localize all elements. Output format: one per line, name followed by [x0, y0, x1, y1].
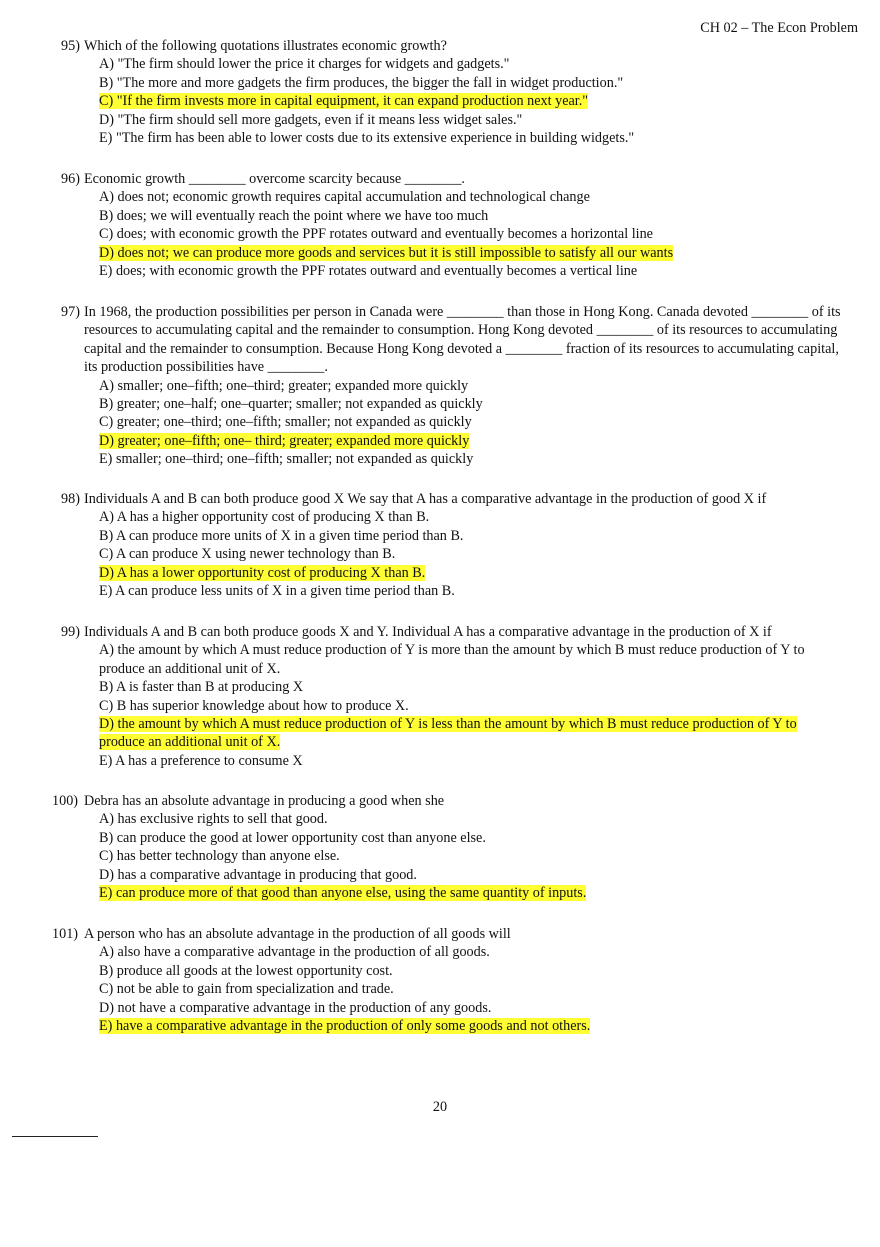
answer-option: B) A can produce more units of X in a given time period than B.: [99, 527, 464, 544]
answer-highlight: E) can produce more of that good than anyone else, using the same quantity of inputs.: [99, 885, 587, 902]
answer-option: B) greater; one–half; one–quarter; smaller; not expanded as quickly: [99, 396, 483, 413]
answer-option: B) "The more and more gadgets the firm produces, the bigger the fall in widget production.": [99, 74, 624, 91]
answer-highlight: D) A has a lower opportunity cost of producing X than B.: [99, 564, 426, 581]
answer-option-correct: [0, 564, 860, 582]
answer-option: D) "The firm should sell more gadgets, even if it means less widget sales.": [99, 111, 523, 128]
answer-option: C) B has superior knowledge about how to produce X.: [99, 697, 409, 714]
answer-option: A) has exclusive rights to sell that good.: [99, 811, 328, 828]
answer-option-correct: [0, 432, 860, 450]
answer-highlight: D) greater; one–fifth; one– third; greater; expanded more quickly: [99, 432, 470, 449]
answer-option: A) A has a higher opportunity cost of producing X than B.: [99, 509, 430, 526]
footnote-divider: [12, 1136, 98, 1137]
question-stem: Which of the following quotations illustrates economic growth?: [84, 38, 447, 54]
question-101: [0, 925, 860, 1035]
question-stem: Debra has an absolute advantage in producing a good when she: [84, 793, 445, 809]
answer-option: E) A can produce less units of X in a given time period than B.: [99, 583, 455, 600]
question-97: [0, 303, 860, 469]
page-header-title: CH 02 – The Econ Problem: [700, 20, 858, 36]
answer-option: B) does; we will eventually reach the point where we have too much: [99, 207, 489, 224]
answer-highlight: E) have a comparative advantage in the production of only some goods and not others.: [99, 1018, 591, 1035]
answer-option: A) does not; economic growth requires capital accumulation and technological change: [99, 189, 590, 206]
question-number: 95): [61, 38, 80, 54]
question-stem: Individuals A and B can both produce goods X and Y. Individual A has a comparative advantage in the production of X if: [84, 624, 772, 640]
question-number: 98): [61, 491, 80, 507]
question-95: [0, 37, 860, 147]
question-number: 97): [61, 304, 80, 320]
answer-option-correct: [0, 244, 860, 262]
answer-option-correct: [0, 92, 860, 110]
answer-highlight: C) "If the firm invests more in capital equipment, it can expand production next year.": [99, 93, 589, 110]
question-99: [0, 623, 860, 770]
question-number: 101): [52, 926, 79, 942]
answer-option: D) has a comparative advantage in producing that good.: [99, 866, 417, 883]
answer-option: E) does; with economic growth the PPF rotates outward and eventually becomes a vertical line: [99, 263, 638, 280]
question-96: [0, 170, 860, 280]
question-stem: Economic growth ________ overcome scarcity because ________.: [84, 171, 465, 187]
answer-option: A) the amount by which A must reduce production of Y is more than the amount by which B must reduce production of Y to produce an additional unit of X.: [99, 642, 805, 677]
page-number: 20: [432, 1099, 448, 1115]
answer-option: B) A is faster than B at producing X: [99, 679, 304, 696]
answer-option: C) not be able to gain from specialization and trade.: [99, 981, 394, 998]
question-stem: In 1968, the production possibilities per person in Canada were ________ than those in Hong Kong. Canada devoted ________ of its resources to accumulating capital and the remainder to consumption. Hong Kong devoted ________ of its resources to accumulating capital and the remainder to consumption. Because Hong Kong devoted a ________ fraction of its resources to accumulating capital, its production possibilities have ________.: [84, 304, 841, 376]
answer-option: C) greater; one–third; one–fifth; smaller; not expanded as quickly: [99, 414, 472, 431]
answer-option: C) does; with economic growth the PPF rotates outward and eventually becomes a horizontal line: [99, 226, 653, 243]
answer-option: A) smaller; one–fifth; one–third; greater; expanded more quickly: [99, 377, 469, 394]
answer-highlight: D) the amount by which A must reduce production of Y is less than the amount by which B must reduce production of Y to produce an additional unit of X.: [99, 716, 797, 751]
answer-option: B) can produce the good at lower opportunity cost than anyone else.: [99, 829, 486, 846]
answer-highlight: D) does not; we can produce more goods and services but it is still impossible to satisfy all our wants: [99, 244, 674, 261]
answer-option-correct: [0, 715, 843, 752]
answer-option-correct: [0, 1017, 860, 1035]
answer-option: D) not have a comparative advantage in the production of any goods.: [99, 999, 492, 1016]
question-stem: A person who has an absolute advantage in the production of all goods will: [84, 926, 511, 942]
question-number: 100): [52, 793, 79, 809]
question-number: 99): [61, 624, 80, 640]
answer-option: E) smaller; one–third; one–fifth; smaller; not expanded as quickly: [99, 451, 474, 468]
answer-option: B) produce all goods at the lowest opportunity cost.: [99, 962, 393, 979]
question-98: [0, 490, 860, 600]
answer-option: C) has better technology than anyone else.: [99, 848, 340, 865]
answer-option: E) "The firm has been able to lower costs due to its extensive experience in building widgets.": [99, 130, 635, 147]
answer-option: E) A has a preference to consume X: [99, 752, 303, 769]
question-100: [0, 792, 860, 902]
answer-option: A) "The firm should lower the price it charges for widgets and gadgets.": [99, 56, 510, 73]
answer-option-correct: [0, 884, 860, 902]
question-number: 96): [61, 171, 80, 187]
answer-option: A) also have a comparative advantage in the production of all goods.: [99, 944, 490, 961]
answer-option: C) A can produce X using newer technology than B.: [99, 546, 396, 563]
question-stem: Individuals A and B can both produce good X We say that A has a comparative advantage in the production of good X if: [84, 491, 767, 507]
